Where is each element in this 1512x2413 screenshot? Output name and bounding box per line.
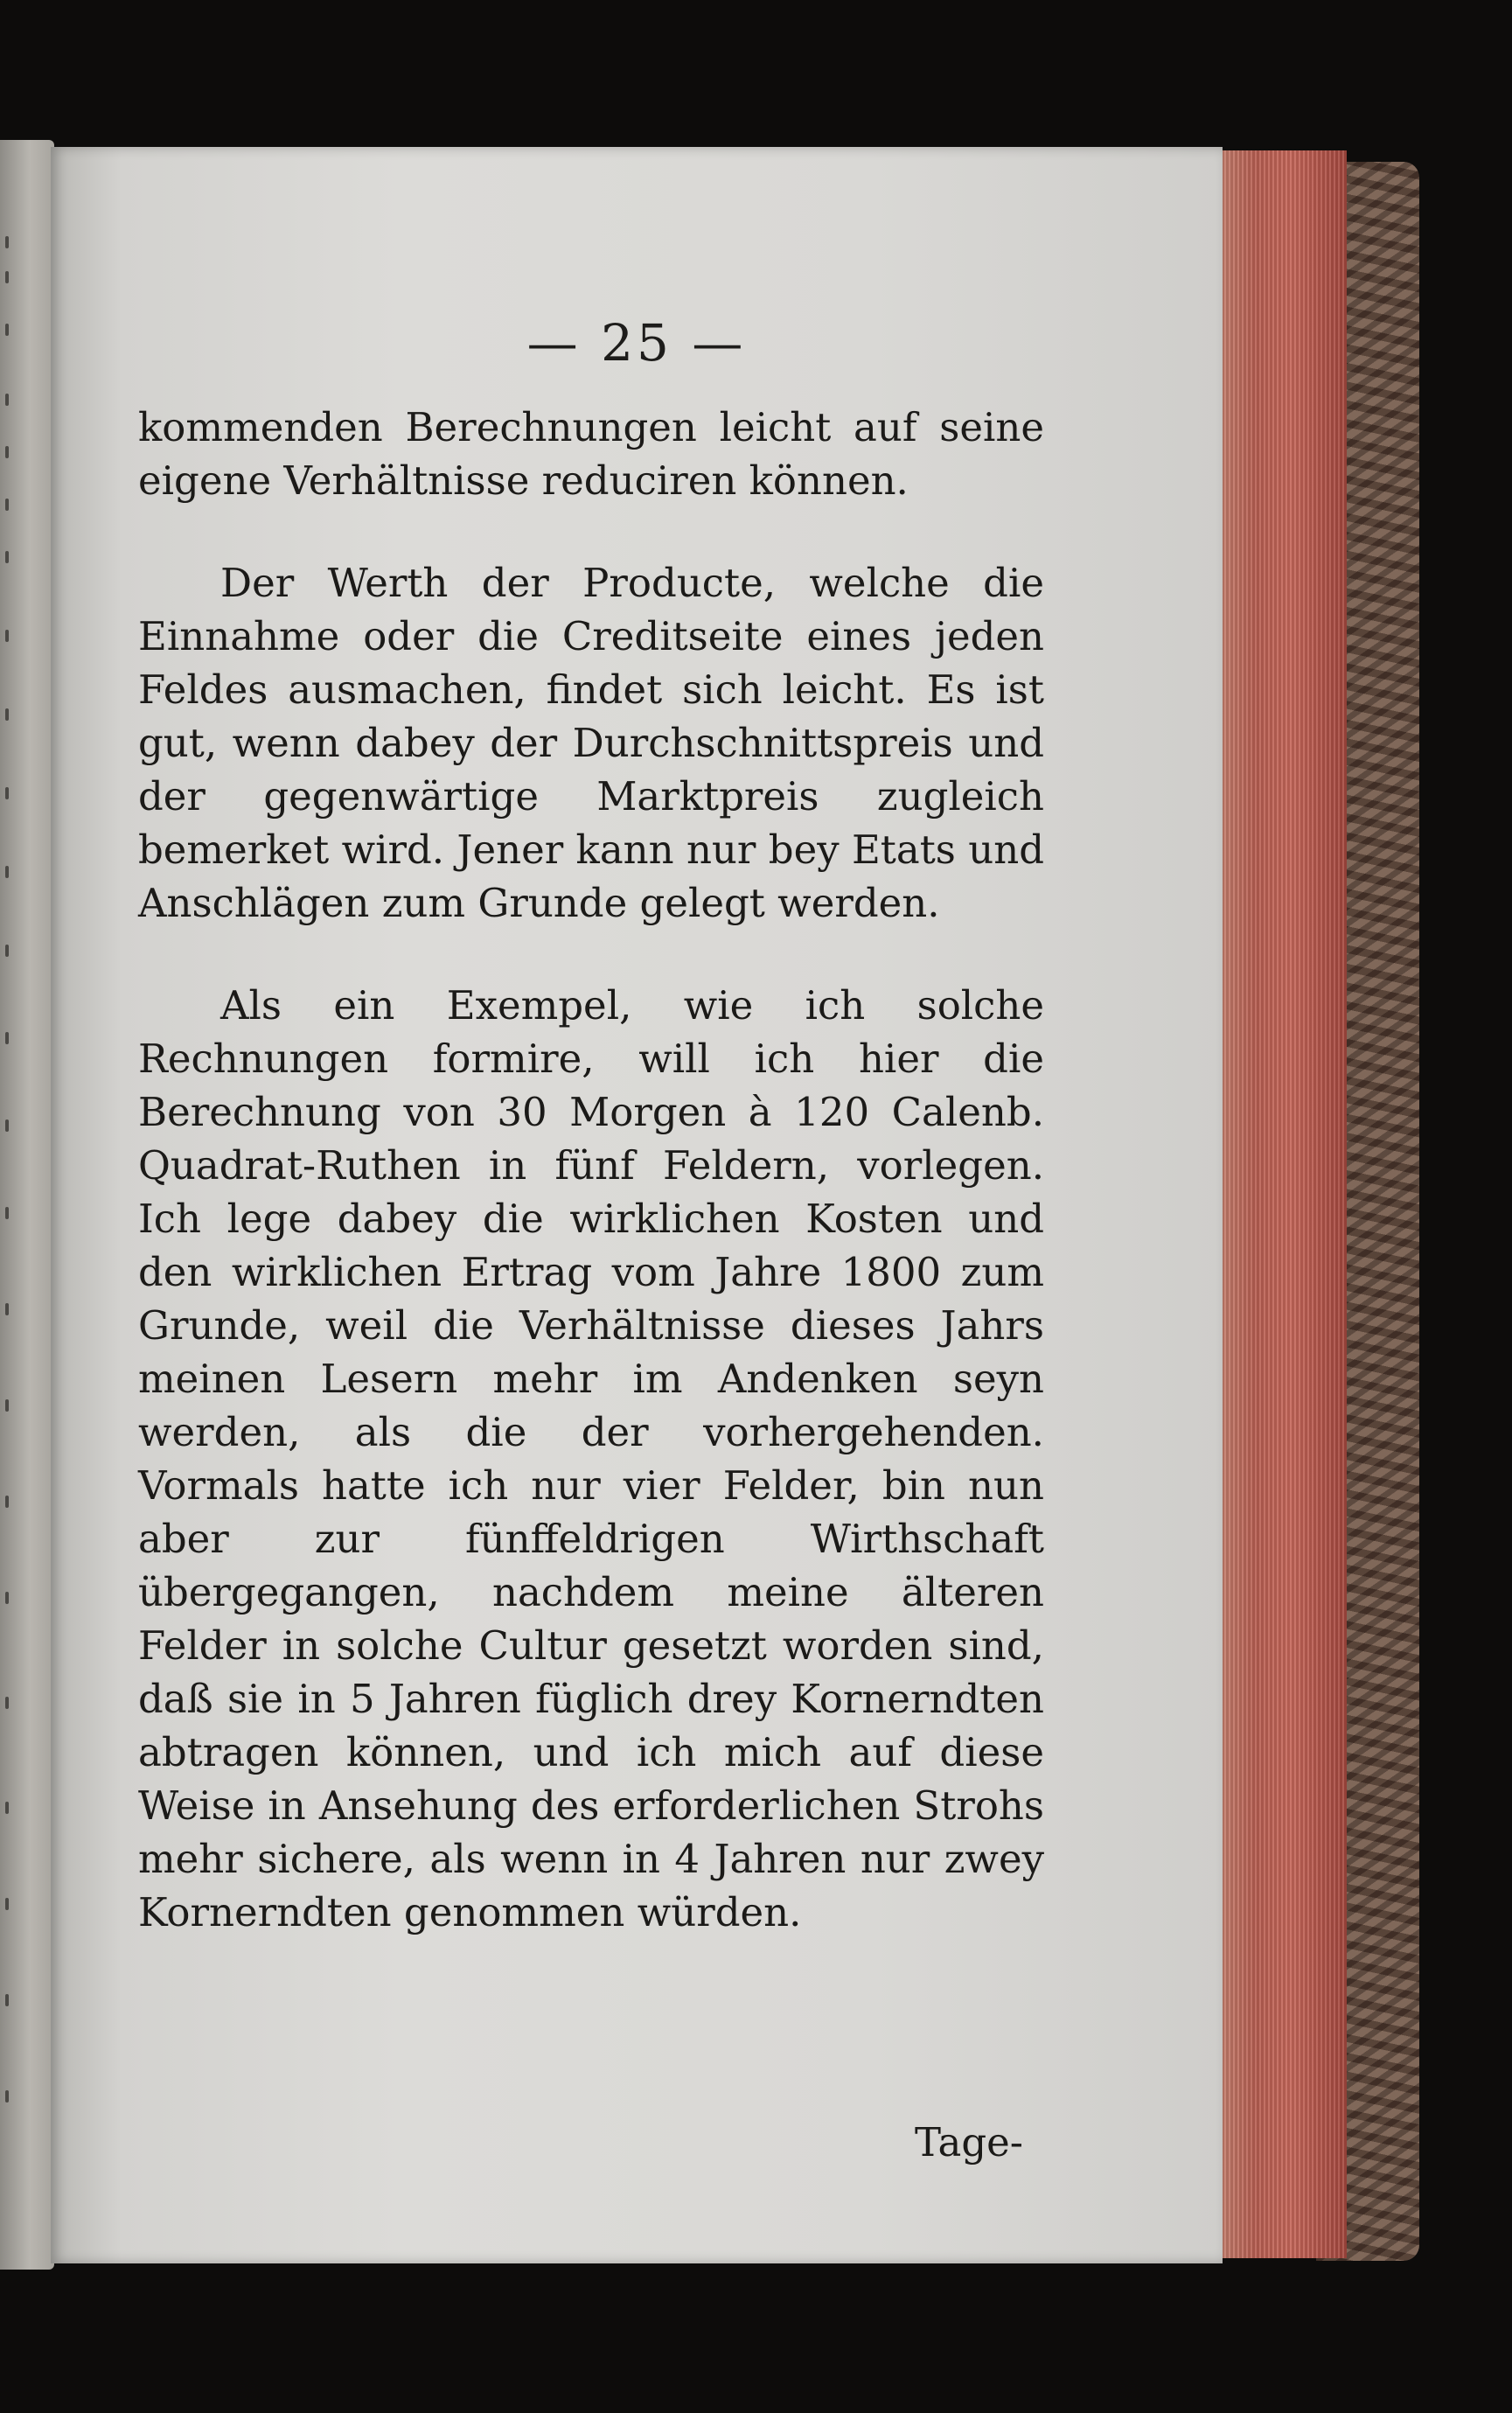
bleed-mark bbox=[5, 446, 9, 458]
bleed-mark bbox=[5, 394, 9, 406]
bleed-mark bbox=[5, 1303, 9, 1315]
body-text bbox=[138, 401, 1044, 1939]
paragraph: Der Werth der Producte, welche die Einnahme oder die Creditseite eines jeden Feldes ausmachen, findet sich leicht. Es ist gut, wenn dabey der Durchschnittspreis und der gegenwärtige Marktpreis zugleich bemerket wird. Jener kann nur bey Etats und Anschlägen zum Grunde gelegt werden. bbox=[138, 560, 1044, 926]
bleed-mark bbox=[5, 1496, 9, 1508]
bleed-mark bbox=[5, 708, 9, 721]
bleed-mark bbox=[5, 2090, 9, 2103]
bleed-mark bbox=[5, 1119, 9, 1132]
bleed-mark bbox=[5, 945, 9, 957]
paragraph-gap bbox=[138, 507, 1044, 556]
bleed-mark bbox=[5, 1207, 9, 1219]
bleed-mark bbox=[5, 1399, 9, 1412]
catchword: Tage- bbox=[915, 2119, 1023, 2165]
red-page-edges bbox=[1207, 150, 1347, 2258]
bleed-mark bbox=[5, 324, 9, 336]
bleed-mark bbox=[5, 866, 9, 878]
adjacent-page-edge bbox=[0, 140, 54, 2270]
bleed-mark bbox=[5, 1592, 9, 1604]
bleed-mark bbox=[5, 551, 9, 563]
bleed-mark bbox=[5, 236, 9, 248]
bleed-mark bbox=[5, 271, 9, 283]
bleed-mark bbox=[5, 1697, 9, 1709]
bleed-mark bbox=[5, 1994, 9, 2006]
bleed-mark bbox=[5, 1032, 9, 1044]
bleed-mark bbox=[5, 1802, 9, 1814]
bleed-mark bbox=[5, 1898, 9, 1910]
page-number-header: — 25 — bbox=[526, 313, 747, 373]
paragraph-gap bbox=[138, 930, 1044, 979]
bleed-mark bbox=[5, 499, 9, 511]
book-page bbox=[51, 147, 1223, 2263]
bleed-mark bbox=[5, 787, 9, 799]
bleed-mark bbox=[5, 630, 9, 642]
opening-line: kommenden Berechnungen leicht auf seine eigene Verhältnisse reduciren können. bbox=[138, 404, 1044, 504]
paragraph: Als ein Exempel, wie ich solche Rechnungen formire, will ich hier die Berechnung von 30 Morgen à 120 Calenb. Quadrat-Ruthen in fünf Feldern, vorlegen. Ich lege dabey die wirklichen Kosten und den wirklichen Ertrag vom Jahre 1800 zum Grunde, weil die Verhältnisse dieses Jahrs meinen Lesern mehr im Andenken seyn werden, als die der vorhergehenden. Vormals hatte ich nur vier Felder, bin nun aber zur fünffeldrigen Wirthschaft übergegangen, nachdem meine älteren Felder in solche Cultur gesetzt worden sind, daß sie in 5 Jahren füglich drey Kornerndten abtragen können, und ich mich auf diese Weise in Ansehung des erforderlichen Strohs mehr sichere, als wenn in 4 Jahren nur zwey Kornerndten genommen würden. bbox=[138, 982, 1044, 1935]
